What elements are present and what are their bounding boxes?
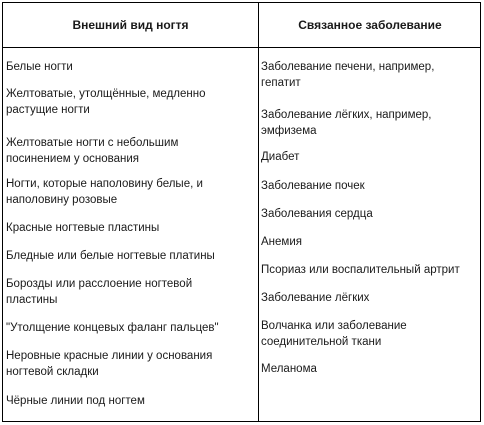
disease-item: Заболевание печени, например, гепатит xyxy=(261,61,435,89)
disease-item: Анемия xyxy=(261,236,302,248)
disease-item: Заболевание почек xyxy=(261,180,365,192)
appearance-item: Красные ногтевые пластины xyxy=(6,222,160,234)
appearance-item: Борозды или расслоение ногтевой пластины xyxy=(6,278,193,306)
appearance-item: Желтоватые ногти с небольшим посинением у основания xyxy=(6,137,179,165)
disease-item: Заболевание лёгких xyxy=(261,292,370,304)
disease-item: Волчанка или заболевание соединительной ткани xyxy=(261,320,407,348)
appearance-item: Бледные или белые ногтевые платины xyxy=(6,250,215,262)
header-related-disease: Связанное заболевание xyxy=(298,18,442,32)
appearance-item: Белые ногти xyxy=(6,61,73,73)
header-nail-appearance: Внешний вид ногтя xyxy=(72,18,189,32)
disease-item: Заболевания сердца xyxy=(261,208,373,220)
disease-item: Заболевание лёгких, например, эмфизема xyxy=(261,109,432,137)
appearance-item: Желтоватые, утолщённые, медленно растущие ногти xyxy=(6,88,206,116)
disease-item: Псориаз или воспалительный артрит xyxy=(261,264,460,276)
appearance-item: Неровные красные линии у основания ногтевой складки xyxy=(6,350,213,378)
appearance-item: Ногти, которые наполовину белые, и наполовину розовые xyxy=(6,178,203,206)
appearance-item: Чёрные линии под ногтем xyxy=(6,395,145,407)
column-divider xyxy=(258,3,259,421)
nail-disease-table xyxy=(2,2,481,422)
table-header-row xyxy=(3,3,480,48)
disease-item: Меланома xyxy=(261,363,317,375)
appearance-item: "Утолщение концевых фаланг пальцев" xyxy=(6,322,219,334)
disease-item: Диабет xyxy=(261,151,300,163)
